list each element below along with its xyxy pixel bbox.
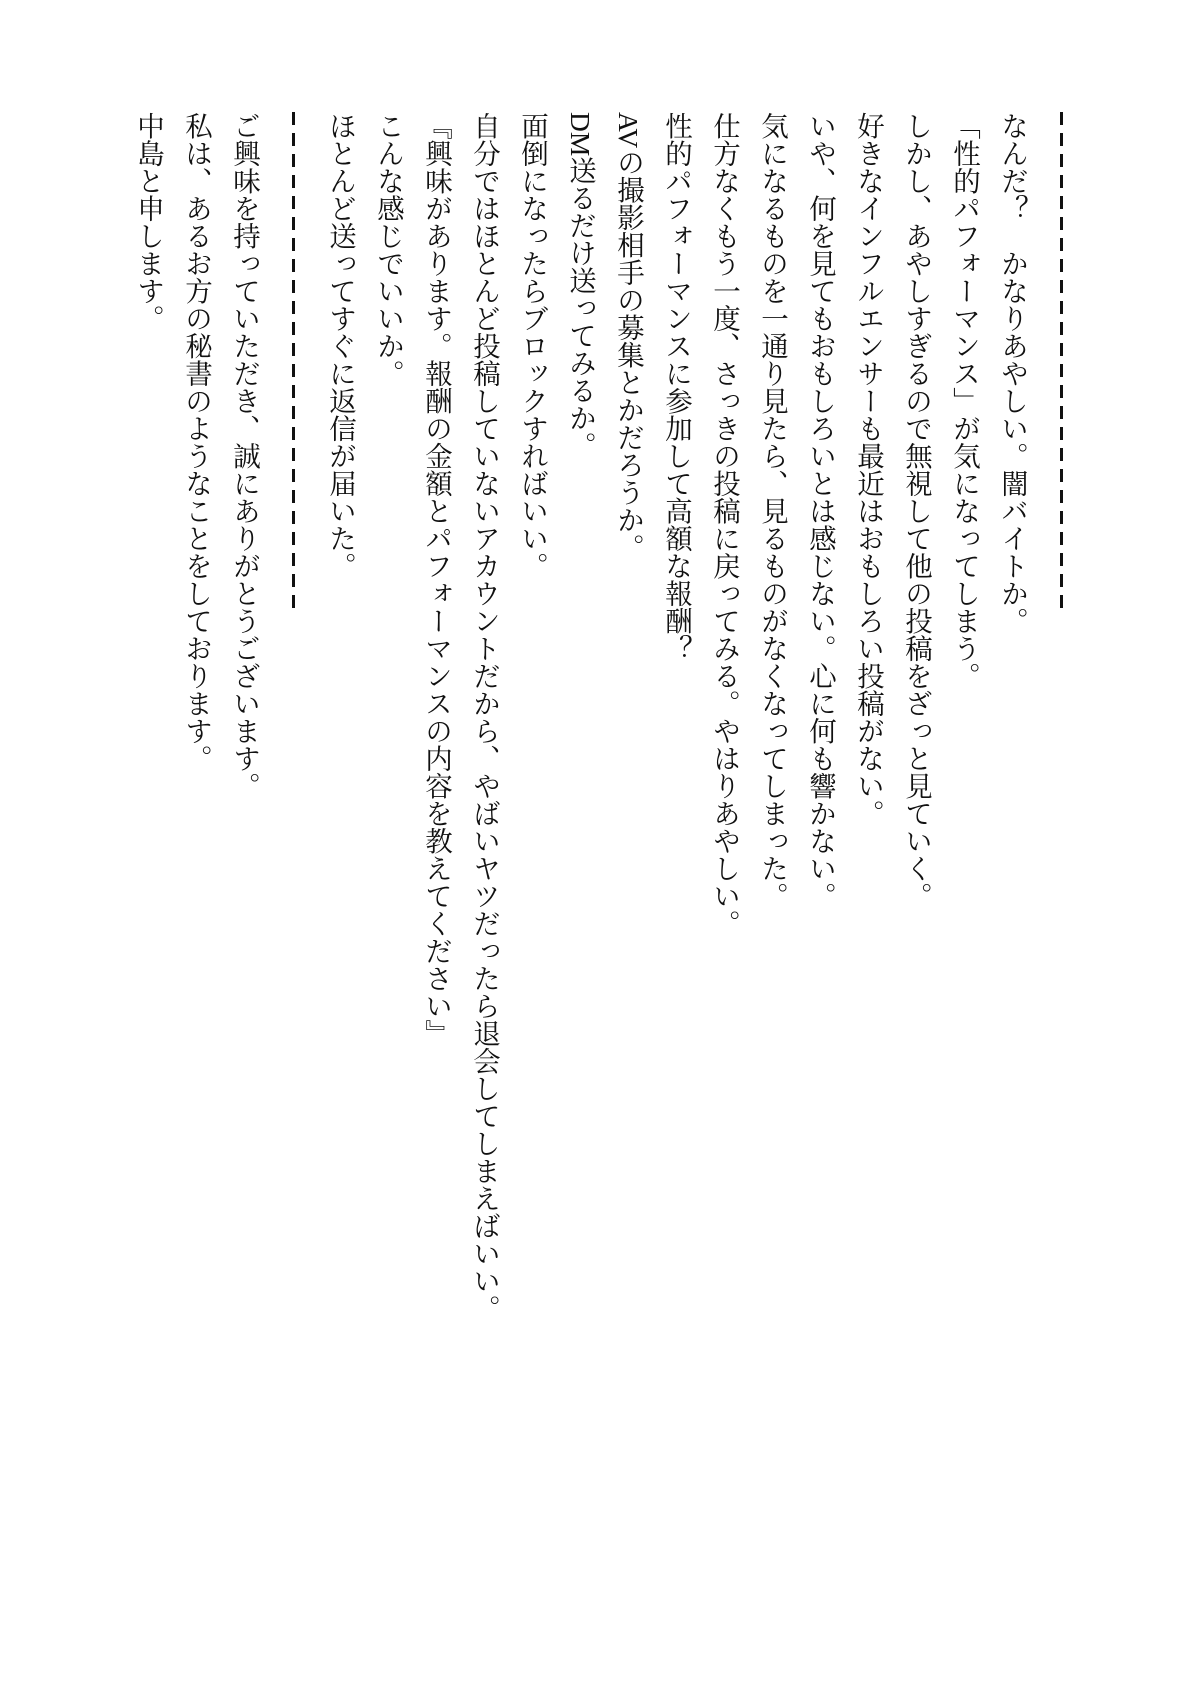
text-line: 仕方なくもう一度、さっきの投稿に戻ってみる。やはりあやしい。 (709, 112, 740, 937)
text-line: こんな感じでいいか。 (373, 112, 404, 387)
reply-text-line: 私は、あるお方の秘書のようなことをしております。 (181, 112, 212, 772)
reply-text-line: ご興味を持っていただき、誠にありがとうございます。 (229, 112, 260, 800)
text-line: ほとんど送ってすぐに返信が届いた。 (325, 112, 356, 580)
text-line: なんだ？ かなりあやしい。闇バイトか。 (997, 112, 1028, 635)
text-line: しかし、あやしすぎるので無視して他の投稿をざっと見ていく。 (901, 112, 932, 910)
text-line: 性的パフォーマンスに参加して高額な報酬？ (661, 112, 692, 662)
reply-text-line: 中島と申します。 (133, 112, 164, 332)
text-line: いや、何を見てもおもしろいとは感じない。心に何も響かない。 (805, 112, 836, 910)
text-line: 「性的パフォーマンス」が気になってしまう。 (949, 112, 980, 690)
text-line: DM送るだけ送ってみるか。 (565, 112, 596, 459)
text-line: 好きなインフルエンサーも最近はおもしろい投稿がない。 (853, 112, 884, 827)
scene-divider-top (1060, 112, 1063, 608)
text-line: 気になるものを一通り見たら、見るものがなくなってしまった。 (757, 112, 788, 910)
scene-divider-bottom (292, 112, 295, 608)
dm-message-quote-line: 『興味があります。報酬の金額とパフォーマンスの内容を教えてください』 (421, 112, 452, 1047)
text-line: 面倒になったらブロックすればいい。 (517, 112, 548, 580)
text-line: AVの撮影相手の募集とかだろうか。 (613, 112, 644, 561)
text-line: 自分ではほとんど投稿していないアカウントだから、やばいヤツだったら退会してしまえばいい。 (469, 112, 500, 1322)
